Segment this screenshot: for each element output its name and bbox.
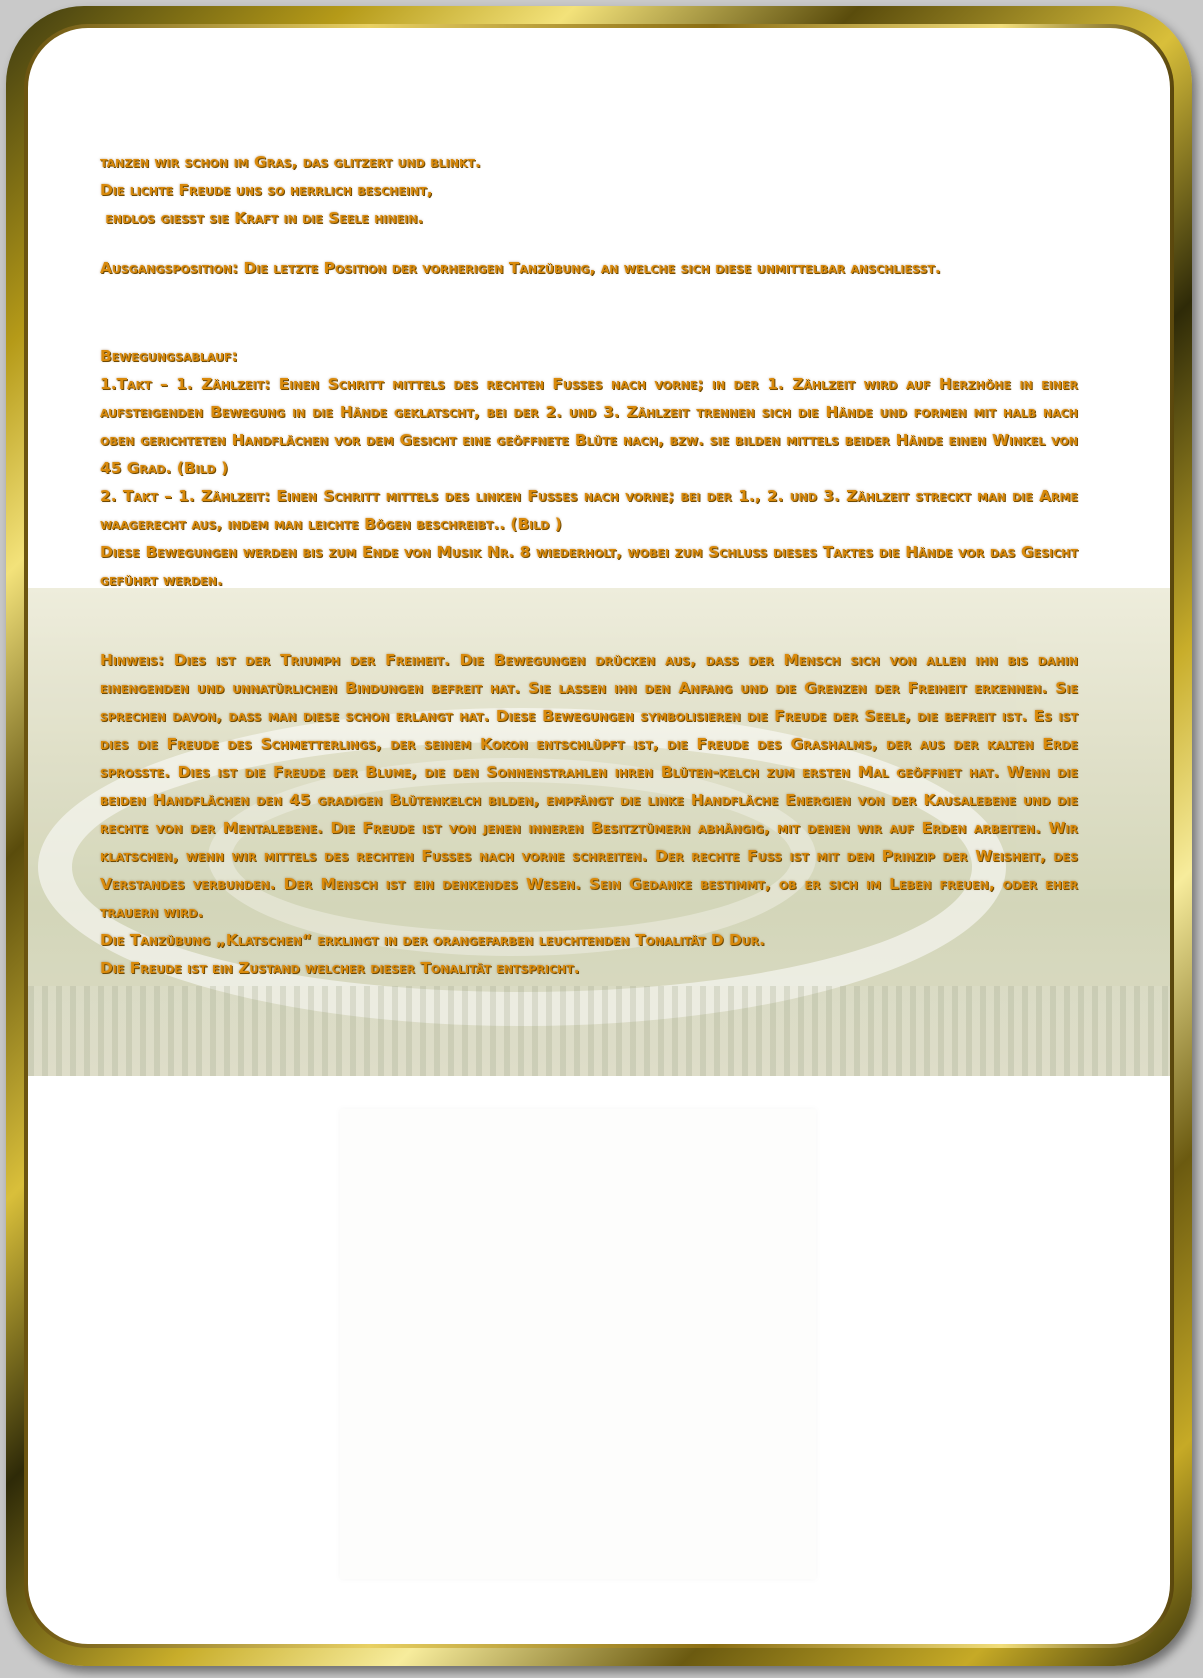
poem-line: endlos giesst sie Kraft in die Seele hinein. (100, 209, 424, 227)
tonality-line-1: Die Tanzübung „Klatschen“ erklingt in der orangefarben leuchtenden Tonalität D Dur. (100, 931, 765, 949)
tonality-line-2: Die Freude ist ein Zustand welcher dieser Tonalität entspricht. (100, 959, 580, 977)
sequence-repeat: Diese Bewegungen werden bis zum Ende von Musik Nr. 8 wiederholt, wobei zum Schluss dieses Taktes die Hände vor das Gesicht geführt werden. (100, 543, 1078, 589)
starting-position (100, 254, 1078, 282)
poem-line: Die lichte Freude uns so herrlich bescheint, (100, 181, 433, 199)
sequence-takt-1: 1.Takt – 1. Zählzeit: Einen Schritt mittels des rechten Fusses nach vorne; in der 1. Zählzeit wird auf Herzhöhe in einer aufsteigenden Bewegung in die Hände geklatscht, bei der 2. und 3. Zählzeit trennen sich die Hände und formen mit halb nach oben gerichteten Handflächen vor dem Gesicht eine geöffnete Blüte nach, bzw. sie bilden mittels beider Hände einen Winkel von 45 Grad. (Bild ) (100, 375, 1078, 477)
faded-image-placeholder (340, 1109, 816, 1579)
starting-position-text: Ausgangsposition: Die letzte Position der vorherigen Tanzübung, an welche sich diese unmittelbar anschliesst. (100, 259, 941, 277)
sequence-takt-2: 2. Takt – 1. Zählzeit: Einen Schritt mittels des linken Fusses nach vorne; bei der 1., 2. und 3. Zählzeit streckt man die Arme waagerecht aus, indem man leichte Bögen beschreibt.. (Bild ) (100, 487, 1078, 533)
photo-meadow (28, 986, 1170, 1076)
note-section (100, 646, 1078, 982)
page (28, 28, 1170, 1644)
sequence-heading: Bewegungsablauf: (100, 347, 238, 365)
note-text: Hinweis: Dies ist der Triumph der Freiheit. Die Bewegungen drücken aus, dass der Mensch sich von allen ihn bis dahin einengenden und unnatürlichen Bindungen befreit hat. Sie lassen ihn den Anfang und die Grenzen der Freiheit erkennen. Sie sprechen davon, dass man diese schon erlangt hat. Diese Bewegungen symbolisieren die Freude der Seele, die befreit ist. Es ist dies die Freude des Schmetterlings, der seinem Kokon entschlüpft ist, die Freude des Grashalms, der aus der kalten Erde sprosste. Dies ist die Freude der Blume, die den Sonnenstrahlen ihren Blüten-kelch zum ersten Mal geöffnet hat. Wenn die beiden Handflächen den 45 gradigen Blütenkelch bilden, empfängt die linke Handfläche Energien von der Kausalebene und die rechte von der Mentalebene. Die Freude ist von jenen inneren Besitztümern abhängig, mit denen wir auf Erden arbeiten. Wir klatschen, wenn wir mittels des rechten Fusses nach vorne schreiten. Der rechte Fuss ist mit dem Prinzip der Weisheit, des Verstandes verbunden. Der Mensch ist ein denkendes Wesen. Sein Gedanke bestimmt, ob er sich im Leben freuen, oder eher trauern wird. (100, 651, 1078, 921)
poem-line: tanzen wir schon im Gras, das glitzert und blinkt. (100, 153, 481, 171)
poem-stanza (100, 148, 1078, 232)
movement-sequence (100, 342, 1078, 594)
